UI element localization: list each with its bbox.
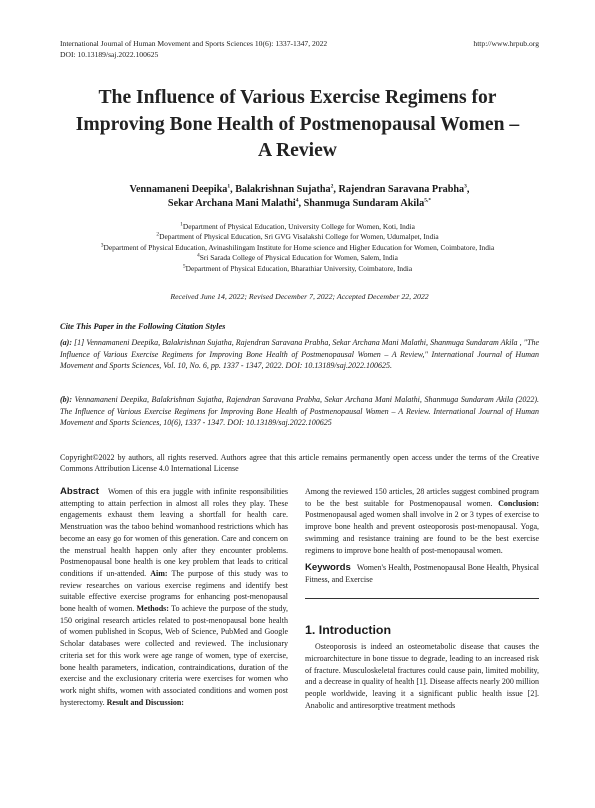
affiliation-sup: 5 (182, 263, 186, 270)
citation-a-label: (a): (60, 338, 72, 347)
section-divider (305, 598, 539, 599)
affiliation-item (40, 264, 555, 274)
abstract-intro: Women of this era juggle with infinite responsibilities attempting to attain perfection in almost all roles they play. These engagements exhaust them leaving a shortfall for health care. Menstruation was the taboo behind womanhood restrictions which has become an easy go for women of this generation. Care and concern on the menstrual health happen only after they encounter problems. Postmenopausal bone health is one key problem that leads to critical conditions if un-attended. (60, 487, 288, 578)
affiliation-item (40, 243, 555, 253)
affiliation-item (40, 232, 555, 242)
author-sup: 5,* (424, 197, 432, 204)
author-sup: 4 (295, 197, 299, 204)
citation-heading: Cite This Paper in the Following Citation Styles (60, 322, 226, 331)
affiliation-sup: 4 (197, 252, 200, 259)
methods-label: Methods: (136, 604, 169, 614)
journal-citation: International Journal of Human Movement and Sports Sciences 10(6): 1337-1347, 2022 (60, 39, 328, 48)
abstract-continued (305, 486, 539, 556)
keywords-label: Keywords (305, 562, 351, 574)
left-column (60, 486, 288, 708)
author-name: Shanmuga Sundaram Akila (303, 198, 425, 209)
abstract-paragraph (60, 486, 288, 708)
results-label: Result and Discussion: (106, 697, 184, 707)
citation-style-b (60, 394, 539, 429)
title-line-2: Improving Bone Health of Postmenopausal Women – (75, 113, 520, 135)
title-line-1: The Influence of Various Exercise Regimens for (98, 87, 497, 108)
right-column (305, 486, 539, 712)
author-sup: 3 (464, 183, 467, 190)
affiliation-text: Sri Sarada College of Physical Education for Women, Salem, India (199, 253, 398, 263)
author-name: Rajendran Saravana Prabha (338, 184, 465, 195)
author-list (60, 183, 539, 211)
affiliation-text: Department of Physical Education, Sri GVG Visalakshi College for Women, Udumalpet, India (159, 232, 439, 242)
author-sup: 1 (227, 183, 231, 190)
affiliation-sup: 2 (156, 231, 160, 238)
affiliation-item (40, 222, 555, 232)
doi-line: DOI: 10.13189/saj.2022.100625 (60, 50, 159, 59)
keywords-text: Women's Health, Postmenopausal Bone Health, Physical Fitness, and Exercise (305, 563, 539, 584)
affiliation-text: Department of Physical Education, Bharathiar University, Coimbatore, India (185, 263, 413, 273)
title-line-3: A Review (258, 140, 337, 161)
citation-b-text: Vennamaneni Deepika, Balakrishnan Sujatha, Rajendran Saravana Prabha, Sekar Archana Mani Malathi, Shanmuga Sundaram Akila (2022). The Influence of Various Exercise Regimens for Improving Bone Health of Postmenopausal Women – A Review. International Journal of Human Movement and Sports Sciences, 10(6), 1337 - 1347. DOI: 10.13189/saj.2022.100625 (60, 395, 540, 428)
author-name: Vennamaneni Deepika (129, 184, 228, 195)
journal-url[interactable]: http://www.hrpub.org (473, 39, 539, 48)
results-text: Among the reviewed 150 articles, 28 articles suggest combined program to be the best suitable for Postmenopausal women. (305, 487, 539, 508)
copyright-notice: Copyright©2022 by authors, all rights reserved. Authors agree that this article remains permanently open access under the terms of the Creative Commons Attribution License 4.0 International License (60, 453, 539, 474)
citation-a-text: [1] Vennamaneni Deepika, Balakrishnan Sujatha, Rajendran Saravana Prabha, Sekar Archana Mani Malathi, Shanmuga Sundaram Akila , "The Influence of Various Exercise Regimens for Improving Bone Health of Postmenopausal Women – A Review," International Journal of Human Movement and Sports Sciences, Vol. 10, No. 6, pp. 1337 - 1347, 2022. DOI: 10.13189/saj.2022.100625. (60, 338, 540, 371)
aim-text: The purpose of this study was to review researches on various exercise regimens and identify best suitable effective exercise programs for enhancing post-menopausal bone health of women. (60, 568, 289, 614)
paper-title (50, 85, 545, 165)
author-line-1: Vennamaneni Deepika$^1$, Balakrishnan Sujatha$^2$, Rajendran Saravana Prabha$^3$, (129, 183, 470, 195)
author-line-2: Sekar Archana Mani Malathi$^4$, Shanmuga Sundaram Akila$^{5,*}$ (167, 197, 432, 209)
abstract-label: Abstract (60, 486, 99, 497)
affiliation-text: Department of Physical Education, University College for Women, Koti, India (182, 222, 415, 231)
introduction-heading: 1. Introduction (305, 622, 392, 637)
author-name: Balakrishnan Sujatha (235, 184, 331, 195)
citation-style-a (60, 337, 539, 372)
conclusion-label: Conclusion: (498, 498, 540, 508)
conclusion-text: Postmenopausal aged women shall involve in 2 or 3 types of exercise to improve bone health and prevent osteoporosis post-menopausal. Yoga, swimming and resistance training are found to be the best exercise regimens to improve bone health of post-menopausal women. (305, 510, 539, 555)
author-sup: 2 (330, 183, 334, 190)
affiliation-sup: 3 (100, 242, 104, 249)
citation-b-label: (b): (60, 395, 72, 404)
author-name: Sekar Archana Mani Malathi (167, 198, 296, 209)
publication-dates: Received June 14, 2022; Revised December 7, 2022; Accepted December 22, 2022 (170, 292, 429, 301)
affiliation-list (40, 222, 555, 274)
affiliation-item (40, 253, 555, 263)
keywords-paragraph (305, 562, 539, 585)
affiliation-sup: 1 (180, 221, 183, 228)
affiliation-text: Department of Physical Education, Avinashilingam Institute for Home science and Higher Education for Women, Coimbatore, India (103, 242, 495, 252)
aim-label: Aim: (150, 568, 168, 578)
introduction-paragraph: Osteoporosis is indeed an osteometabolic disease that causes the microarchitecture in bone tissue to degrade, leading to an increased risk of fracture. Musculoskeletal fractures could cause pain, limited mobility, and a decrease in quality of health [1]. Disease affects nearly 200 million people worldwide, leaving it a significant public health issue [2]. Anabolic and antiresorptive treatment methods (305, 642, 539, 710)
methods-text: To achieve the purpose of the study, 150 original research articles related to post-menopausal bone health of women published in Scopus, Web of Science, PubMed and Google Scholar databases were collected and reviewed. The inclusionary criteria set for this work were age range of women, type of exercise, bone health parameters, indication, contraindications, duration of the exercise and the exclusionary criteria were exercises for women who work night shifts, women with associated conditions and women post hysterectomy. (60, 604, 288, 707)
running-header (60, 38, 539, 60)
